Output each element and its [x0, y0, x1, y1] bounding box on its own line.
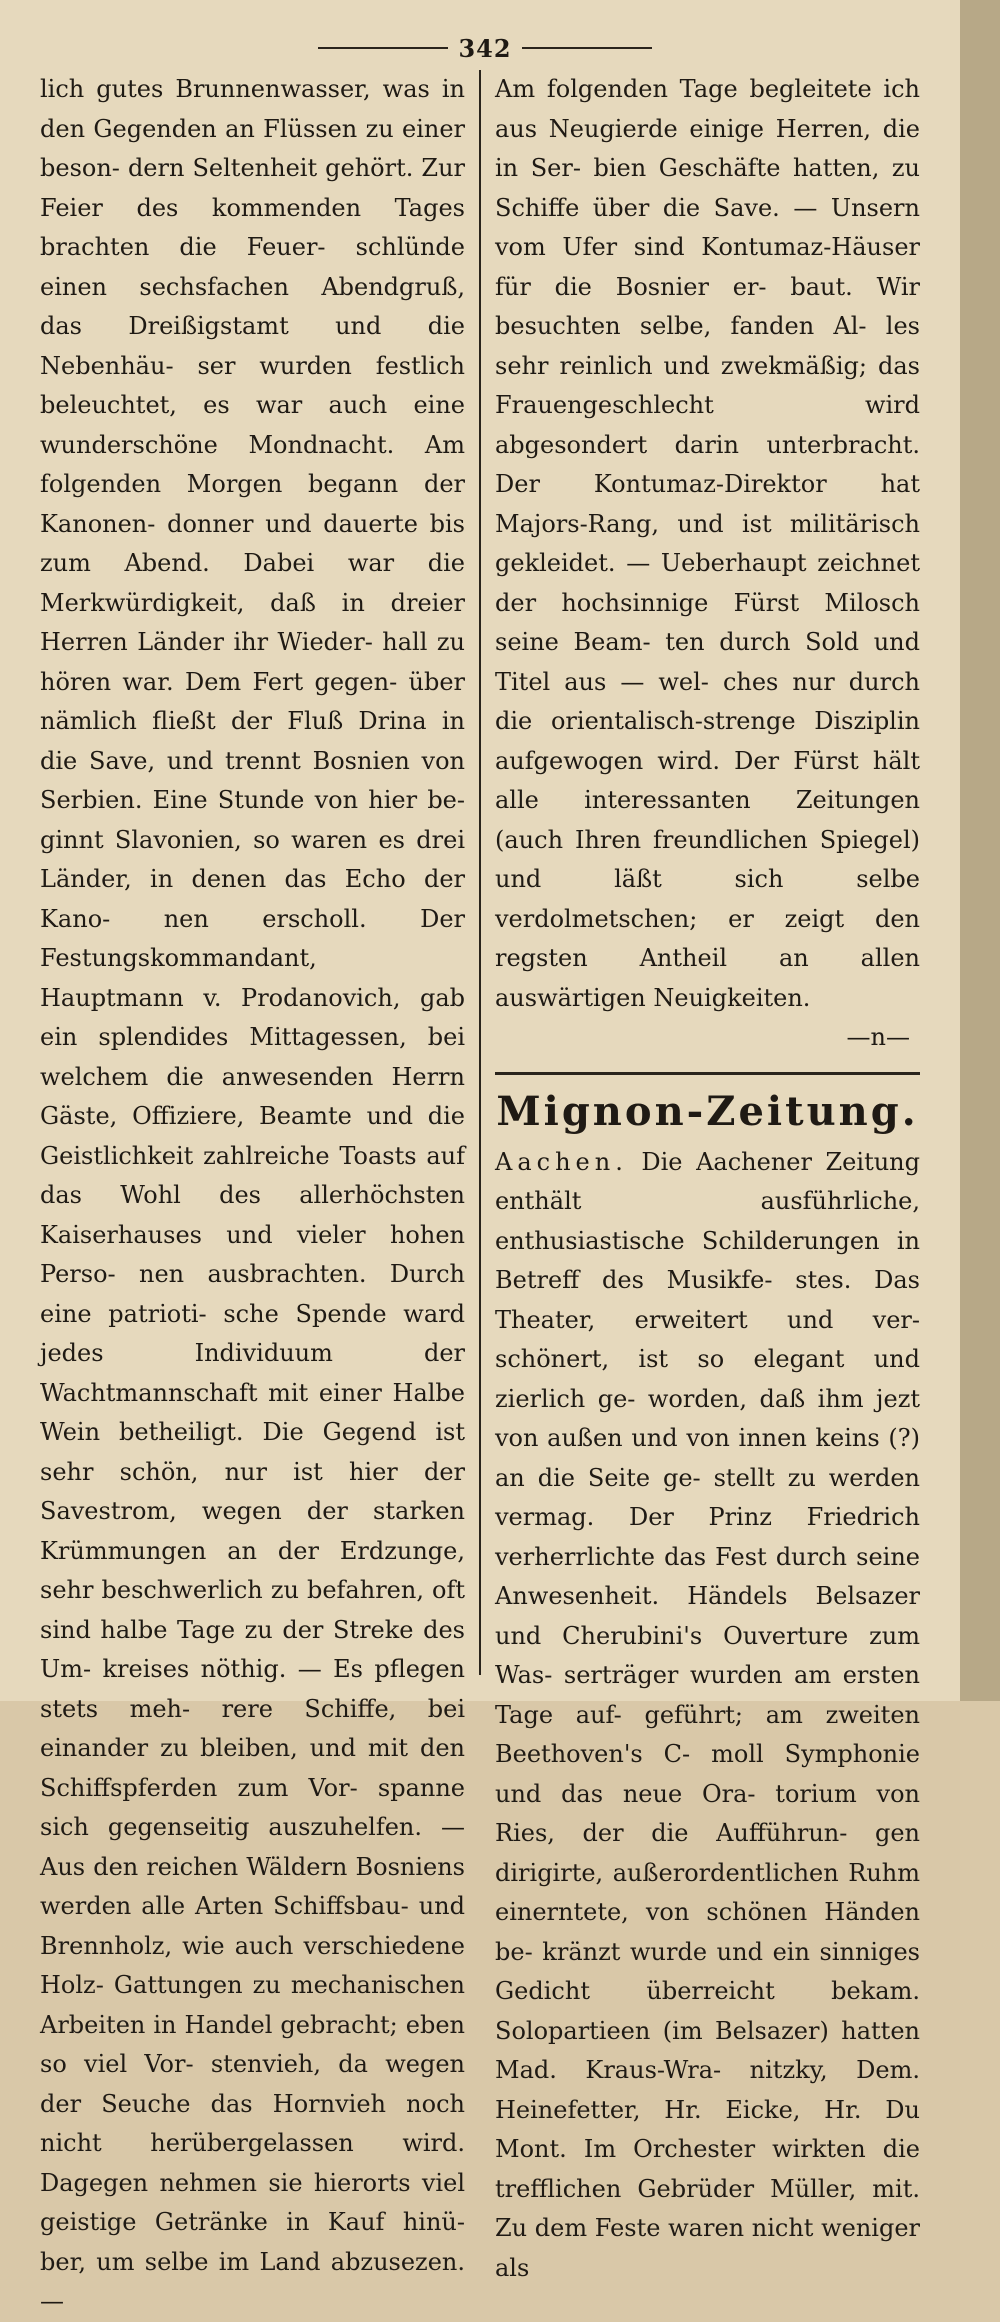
page-header — [40, 28, 930, 68]
left-column — [40, 70, 479, 2322]
page-edge — [960, 0, 1000, 1701]
text-columns — [40, 70, 930, 2322]
page-number: 342 — [458, 33, 512, 63]
header-rule-left — [318, 47, 448, 49]
left-column-text: lich gutes Brunnenwasser, was in den Gegenden an Flüssen zu einer beson- dern Seltenheit gehört. Zur Feier des kommenden Tages brachten die Feuer- schlünde einen sechsfachen Abendgruß, das Dreißigstamt und die Nebenhäu- ser wurden festlich beleuchtet, es war auch eine wunderschöne Mondnacht. Am folgenden Morgen begann der Kanonen- donner und dauerte bis zum Abend. Dabei war die Merkwürdigkeit, daß in dreier Herren Länder ihr Wieder- hall zu hören war. Dem Fert gegen- über nämlich fließt der Fluß Drina in die Save, und trennt Bosnien von Serbien. Eine Stunde von hier be- ginnt Slavonien, so waren es drei Länder, in denen das Echo der Kano- nen erscholl. Der Festungskommandant, Hauptmann v. Prodanovich, gab ein splendides Mittagessen, bei welchem die anwesenden Herrn Gäste, Offiziere, Beamte und die Geistlichkeit zahlreiche Toasts auf das Wohl des allerhöchsten Kaiserhauses und vieler hohen Perso- nen ausbrachten. Durch eine patrioti- sche Spende ward jedes Individuum der Wachtmannschaft mit einer Halbe Wein betheiligt. Die Gegend ist sehr schön, nur ist hier der Savestrom, wegen der starken Krümmungen an der Erdzunge, sehr beschwerlich zu befahren, oft sind halbe Tage zu der Streke des Um- kreises nöthig. — Es pflegen stets meh- rere Schiffe, bei einander zu bleiben, und mit den Schiffspferden zum Vor- spanne sich gegenseitig auszuhelfen. — Aus den reichen Wäldern Bosniens werden alle Arten Schiffsbau- und Brennholz, wie auch verschiedene Holz- Gattungen zu mechanischen Arbeiten in Handel gebracht; eben so viel Vor- stenvieh, da wegen der Seuche das Hornvieh noch nicht herübergelassen wird. Dagegen nehmen sie hierorts viel geistige Getränke in Kauf hinü- ber, um selbe im Land abzusezen. — — [40, 75, 465, 2315]
section-lead: Aachen. — [495, 1147, 628, 1176]
section-title: Mignon-Zeitung. — [496, 1087, 919, 1135]
right-article-text: Am folgenden Tage begleitete ich aus Neugierde einige Herren, die in Ser- bien Geschäfte hatten, zu Schiffe über die Save. — Unsern vom Ufer sind Kontumaz-Häuser für die Bosnier er- baut. Wir besuchten selbe, fanden Al- les sehr reinlich und zwekmäßig; das Frauengeschlecht wird abgesondert darin unterbracht. Der Kontumaz-Direktor hat Majors-Rang, und ist militärisch gekleidet. — Ueberhaupt zeichnet der hochsinnige Fürst Milosch seine Beam- ten durch Sold und Titel aus — wel- ches nur durch die orientalisch-strenge Disziplin aufgewogen wird. Der Fürst hält alle interessanten Zeitungen (auch Ihren freundlichen Spiegel) und läßt sich selbe verdolmetschen; er zeigt den regsten Antheil an allen auswärtigen Neuigkeiten. — [495, 75, 920, 1012]
header-rule-right — [522, 47, 652, 49]
article-signature: —n— — [846, 1023, 910, 1051]
section-body — [495, 1143, 920, 2289]
section-divider — [495, 1072, 920, 1075]
right-column — [481, 70, 920, 2288]
section-text: Die Aachener Zeitung enthält ausführliche, enthusiastische Schilderungen in Betreff des Musikfe- stes. Das Theater, erweitert und ver- schönert, ist so elegant und zierlich ge- worden, daß ihm jezt von außen und von innen keins (?) an die Seite ge- stellt zu werden vermag. Der Prinz Friedrich verherrlichte das Fest durch seine Anwesenheit. Händels Belsazer und Cherubini's Ouverture zum Was- serträger wurden am ersten Tage auf- geführt; am zweiten Beethoven's C- moll Symphonie und das neue Ora- torium von Ries, der die Aufführun- gen dirigirte, außerordentlichen Ruhm einerntete, von schönen Händen be- kränzt wurde und ein sinniges Gedicht überreicht bekam. Solopartieen (im Belsazer) hatten Mad. Kraus-Wra- nitzky, Dem. Heinefetter, Hr. Eicke, Hr. Du Mont. Im Orchester wirkten die trefflichen Gebrüder Müller, mit. Zu dem Feste waren nicht weniger als — [495, 1147, 920, 2282]
